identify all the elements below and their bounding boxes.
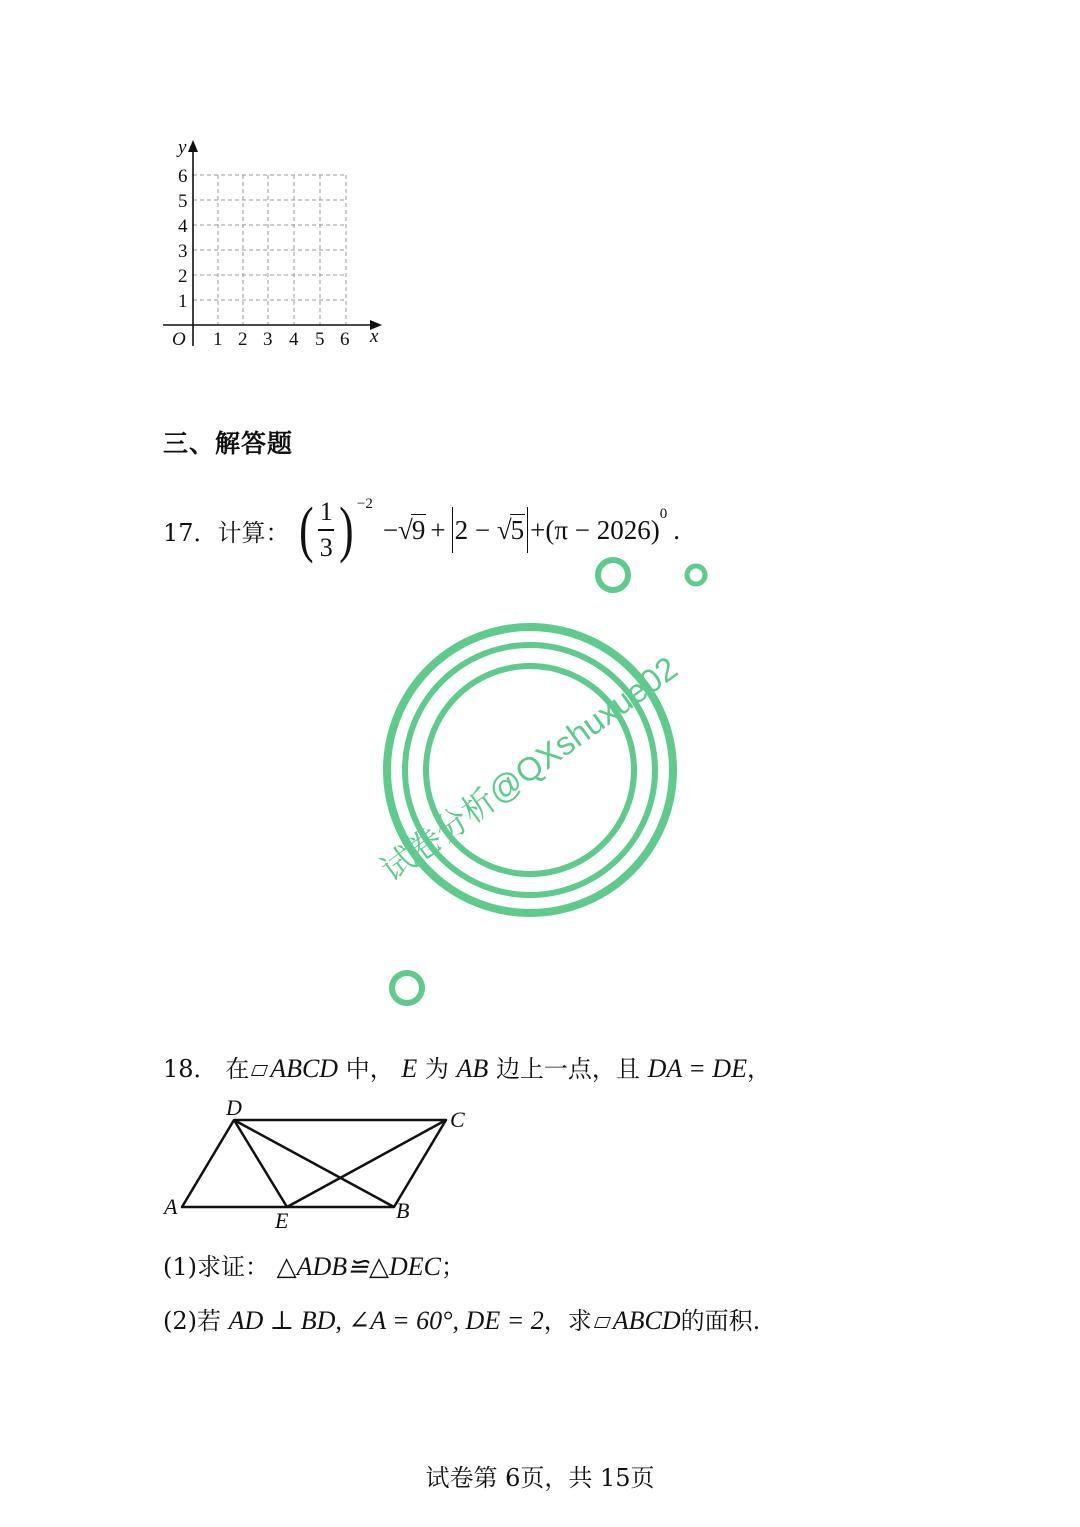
math-congruence: △ADB≌△DEC	[276, 1252, 441, 1281]
fraction-bar	[318, 529, 334, 531]
text: 为	[424, 1055, 449, 1083]
text: 中，	[345, 1055, 394, 1083]
parallelogram-symbol	[594, 1317, 611, 1328]
fraction-numerator: 1	[319, 497, 333, 527]
text: 在	[225, 1055, 250, 1083]
text: ；	[440, 1253, 465, 1281]
y-tick-label: 6	[178, 166, 188, 187]
x-tick-label: 5	[315, 329, 325, 350]
text: (2)若	[163, 1307, 221, 1335]
term-sqrt9	[383, 514, 427, 546]
x-tick-label: 3	[263, 329, 273, 350]
y-tick-label: 3	[178, 241, 188, 262]
x-axis-label: x	[370, 326, 379, 347]
y-axis-arrow	[188, 140, 198, 152]
math-abcd: ABCD	[612, 1306, 681, 1335]
text: (1)求证：	[163, 1253, 269, 1281]
segment-db	[234, 1120, 394, 1207]
part-1	[163, 1247, 465, 1282]
radicand: 9	[411, 515, 426, 545]
watermark	[370, 545, 730, 1015]
x-tick-label: 4	[289, 329, 299, 350]
text: 的面积.	[680, 1307, 761, 1335]
watermark-small-ring	[598, 560, 628, 590]
sqrt-sign: −√	[382, 515, 413, 545]
abs-content	[455, 514, 526, 546]
question-18	[163, 1049, 771, 1084]
parallelogram-symbol	[251, 1065, 268, 1076]
y-tick-label: 2	[178, 266, 188, 287]
math-ab: AB	[456, 1054, 489, 1083]
x-tick-label: 1	[213, 329, 223, 350]
math-abcd: ABCD	[270, 1054, 339, 1083]
left-paren: (	[298, 496, 314, 564]
x-tick-label: 2	[238, 329, 248, 350]
question-number: 17．	[163, 518, 218, 547]
watermark-small-ring	[687, 566, 705, 584]
exponent-1: −2	[356, 495, 373, 512]
x-tick-label: 6	[340, 329, 350, 350]
fraction-denominator: 3	[319, 532, 333, 562]
point-label-a: A	[164, 1194, 178, 1219]
watermark-text: 试卷分析@QXshuxue02	[374, 649, 685, 889]
grid-lines	[193, 175, 346, 325]
right-paren: )	[339, 496, 354, 564]
origin-label: O	[172, 329, 186, 350]
point-label-b: B	[396, 1198, 410, 1223]
point-label-d: D	[226, 1095, 242, 1120]
question-number: 18．	[163, 1055, 218, 1083]
watermark-small-ring	[392, 973, 422, 1003]
y-tick-label: 1	[178, 291, 188, 312]
abs-expression: 2 − √	[454, 515, 512, 545]
term-pi: +(π − 2026)	[530, 514, 660, 545]
part-2	[163, 1301, 760, 1336]
segment-ec	[287, 1120, 446, 1207]
exponent-2: 0	[659, 505, 668, 522]
y-tick-label: 5	[178, 191, 188, 212]
period: .	[673, 514, 680, 545]
y-tick-label: 4	[178, 216, 188, 237]
radicand: 5	[510, 515, 525, 545]
text: 边上一点，且	[495, 1055, 640, 1083]
fraction	[318, 499, 334, 561]
plus-sign: +	[430, 514, 446, 545]
math-e: E	[401, 1054, 418, 1083]
text: ，求	[543, 1307, 592, 1335]
text: ，	[746, 1055, 771, 1083]
page-footer: 试卷第 6页，共 15页	[425, 1464, 655, 1492]
question-label: 计算：	[217, 518, 290, 547]
parallelogram-figure	[160, 1095, 480, 1235]
math-da-de: DA = DE	[647, 1054, 747, 1083]
math-conditions: AD ⊥ BD, ∠A = 60°, DE = 2	[228, 1306, 544, 1335]
section-title: 三、解答题	[163, 429, 294, 458]
y-axis-label: y	[178, 137, 187, 158]
point-label-c: C	[450, 1107, 465, 1132]
coordinate-grid	[150, 128, 390, 358]
point-label-e: E	[275, 1208, 289, 1233]
